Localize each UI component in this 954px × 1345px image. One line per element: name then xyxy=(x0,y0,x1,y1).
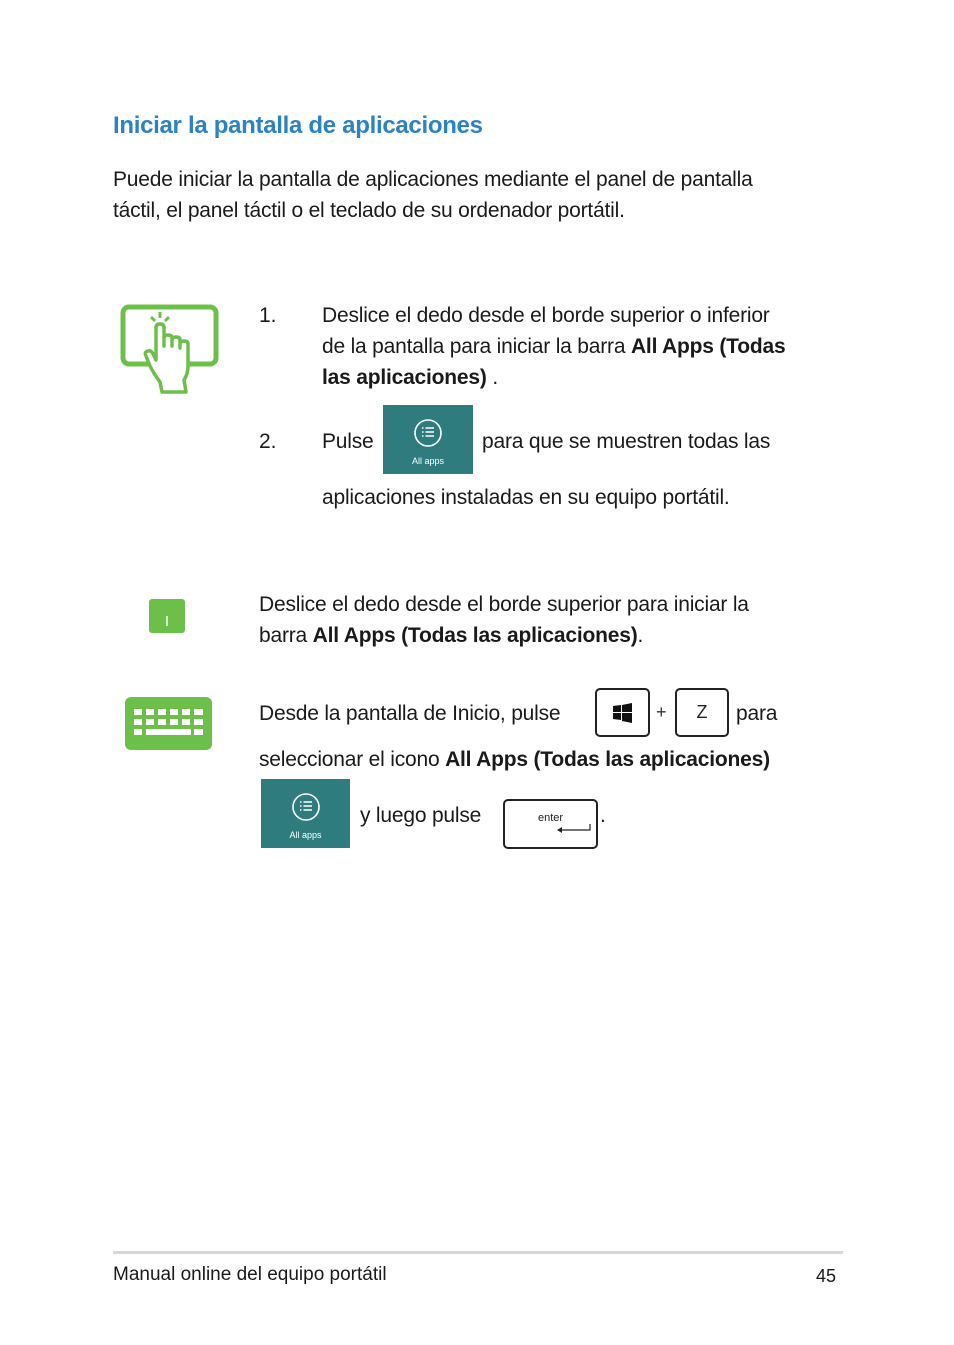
step-2-line-2: aplicaciones instaladas en su equipo portátil. xyxy=(322,486,730,509)
all-apps-list-icon xyxy=(291,792,321,822)
windows-logo-icon xyxy=(613,703,633,723)
touchpad-line-2-text: barra xyxy=(259,624,313,647)
keyboard-line-3: y luego pulse xyxy=(360,804,482,827)
plus-sign: + xyxy=(656,702,667,722)
keyboard-icon xyxy=(125,697,212,750)
step-1-line-2 xyxy=(322,331,785,362)
keyboard-line-2 xyxy=(259,744,770,775)
touchpad-line-2-bold: All Apps (Todas las aplicaciones) xyxy=(312,624,638,647)
step-1-number: 1. xyxy=(259,304,277,327)
intro-line-1: Puede iniciar la pantalla de aplicaciones mediante el panel de pantalla xyxy=(113,168,753,191)
keyboard-line-2-text: seleccionar el icono xyxy=(259,748,446,771)
all-apps-tile-2[interactable] xyxy=(261,779,350,848)
windows-key[interactable] xyxy=(595,688,650,737)
page-number: 45 xyxy=(816,1266,837,1286)
all-apps-label-2: All apps xyxy=(289,830,322,840)
keyboard-line-1: Desde la pantalla de Inicio, pulse xyxy=(259,702,561,725)
keyboard-line-3-end: . xyxy=(600,804,606,827)
all-apps-label: All apps xyxy=(411,456,445,466)
return-arrow-icon xyxy=(556,824,592,834)
z-key[interactable]: Z xyxy=(675,688,729,737)
intro-paragraph xyxy=(113,164,843,226)
enter-key-label: enter xyxy=(537,812,564,824)
step-1-line-2-bold: All Apps (Todas xyxy=(630,335,786,358)
step-1-line-3-bold: las aplicaciones) xyxy=(322,366,487,389)
step-1-line-1: Deslice el dedo desde el borde superior o inferior xyxy=(322,304,770,327)
footer-title: Manual online del equipo portátil xyxy=(113,1264,387,1285)
touchpad-swipe-icon xyxy=(149,599,185,633)
footer-divider xyxy=(113,1251,843,1254)
step-2-pulse: Pulse xyxy=(322,430,374,453)
touchscreen-tap-icon xyxy=(120,304,220,396)
section-title: Iniciar la pantalla de aplicaciones xyxy=(113,112,483,139)
step-1-line-3-text: . xyxy=(486,366,498,389)
intro-line-2: táctil, el panel táctil o el teclado de su ordenador portátil. xyxy=(113,199,625,222)
all-apps-tile[interactable] xyxy=(383,405,473,474)
step-2-after: para que se muestren todas las xyxy=(482,430,771,453)
keyboard-line-1-after: para xyxy=(736,702,778,725)
touchpad-line-2 xyxy=(259,620,643,651)
step-1-line-2-text: de la pantalla para iniciar la barra xyxy=(322,335,631,358)
touchpad-line-1: Deslice el dedo desde el borde superior para iniciar la xyxy=(259,593,749,616)
keyboard-line-2-bold: All Apps (Todas las aplicaciones) xyxy=(445,748,770,771)
step-2-number: 2. xyxy=(259,430,277,453)
touchpad-line-2-end: . xyxy=(637,624,644,647)
all-apps-list-icon xyxy=(413,418,443,448)
step-1-line-3 xyxy=(322,362,498,393)
enter-key[interactable] xyxy=(503,799,598,849)
